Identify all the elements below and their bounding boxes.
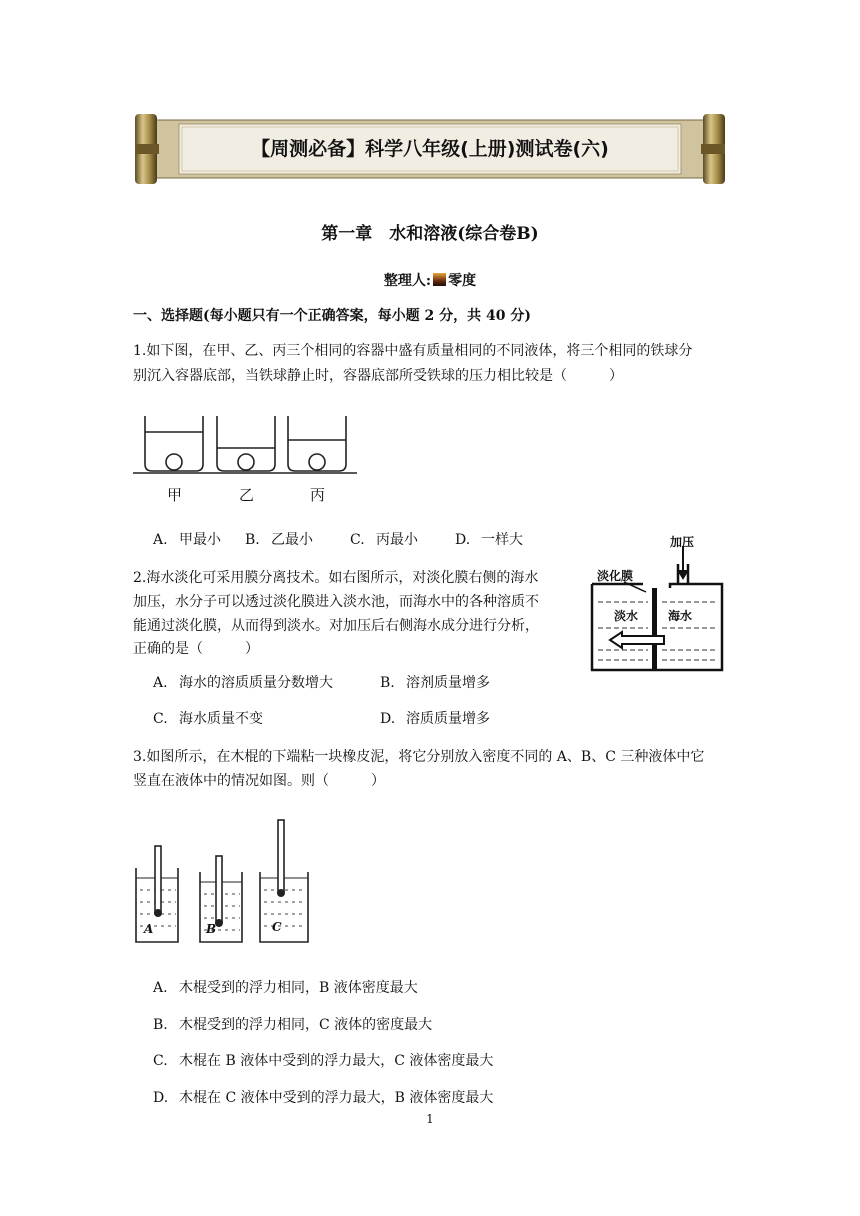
liquid-label-b: B xyxy=(206,922,217,936)
organizer-name: 零度 xyxy=(448,273,477,289)
liquid-label-a: A xyxy=(144,922,154,936)
fresh-water-label: 淡水 xyxy=(614,609,639,623)
q3-option-c[interactable]: C. 木棍在 B 液体中受到的浮力最大，C 液体密度最大 xyxy=(153,1053,494,1069)
sea-water-label: 海水 xyxy=(668,609,693,623)
liquid-label-c: C xyxy=(272,920,282,934)
q1-option-c[interactable]: C. 丙最小 xyxy=(350,532,418,548)
q3-option-b[interactable]: B. 木棍受到的浮力相同，C 液体的密度最大 xyxy=(153,1017,433,1033)
organizer-logo-icon xyxy=(433,273,446,286)
q2-stem-line-2: 加压，水分子可以透过淡化膜进入淡水池，而海水中的各种溶质不 xyxy=(133,594,539,610)
q1-figure xyxy=(131,412,361,512)
pressure-label: 加压 xyxy=(670,535,695,549)
q2-option-b[interactable]: B. 溶剂质量增多 xyxy=(380,675,490,691)
q1-option-d[interactable]: D. 一样大 xyxy=(455,532,523,548)
container-label-2: 乙 xyxy=(239,486,255,504)
membrane-label: 淡化膜 xyxy=(597,569,634,583)
floating-sticks-diagram xyxy=(132,816,322,948)
q3-figure xyxy=(132,816,322,948)
section-heading: 一、选择题(每小题只有一个正确答案，每小题 2 分，共 40 分) xyxy=(133,308,531,324)
container-label-3: 丙 xyxy=(310,486,326,504)
q2-figure xyxy=(588,532,728,674)
page-number: 1 xyxy=(426,1112,434,1126)
q2-option-a[interactable]: A. 海水的溶质质量分数增大 xyxy=(153,675,333,691)
q1-option-b[interactable]: B. 乙最小 xyxy=(245,532,313,548)
q3-stem-line-2: 竖直在液体中的情况如图。则（ ） xyxy=(133,773,385,789)
q2-stem-line-3: 能通过淡化膜，从而得到淡水。对加压后右侧海水成分进行分析， xyxy=(133,618,539,634)
q2-option-c[interactable]: C. 海水质量不变 xyxy=(153,711,263,727)
title-banner xyxy=(135,114,725,184)
q3-stem-line-1: 3.如图所示，在木棍的下端粘一块橡皮泥，将它分别放入密度不同的 A、B、C 三种液体中它 xyxy=(133,749,705,765)
organizer-label: 整理人: xyxy=(383,273,432,289)
q1-option-a[interactable]: A. 甲最小 xyxy=(153,532,221,548)
exam-title: 【周测必备】科学八年级(上册)测试卷(六) xyxy=(251,138,609,160)
q2-stem-line-4: 正确的是（ ） xyxy=(133,641,259,657)
q3-option-a[interactable]: A. 木棍受到的浮力相同，B 液体密度最大 xyxy=(153,980,418,996)
q1-stem-line-1: 1.如下图，在甲、乙、丙三个相同的容器中盛有质量相同的不同液体，将三个相同的铁球分 xyxy=(133,343,693,359)
container-label-1: 甲 xyxy=(167,486,183,504)
q3-option-d[interactable]: D. 木棍在 C 液体中受到的浮力最大，B 液体密度最大 xyxy=(153,1090,494,1106)
q2-option-d[interactable]: D. 溶质质量增多 xyxy=(380,711,490,727)
chapter-title: 第一章 水和溶液(综合卷B) xyxy=(321,224,539,244)
q2-stem-line-1: 2.海水淡化可采用膜分离技术。如右图所示，对淡化膜右侧的海水 xyxy=(133,570,539,586)
organizer-line xyxy=(0,270,860,290)
desalination-diagram xyxy=(588,532,728,674)
q1-stem-line-2: 别沉入容器底部，当铁球静止时，容器底部所受铁球的压力相比较是（ ） xyxy=(133,368,623,384)
